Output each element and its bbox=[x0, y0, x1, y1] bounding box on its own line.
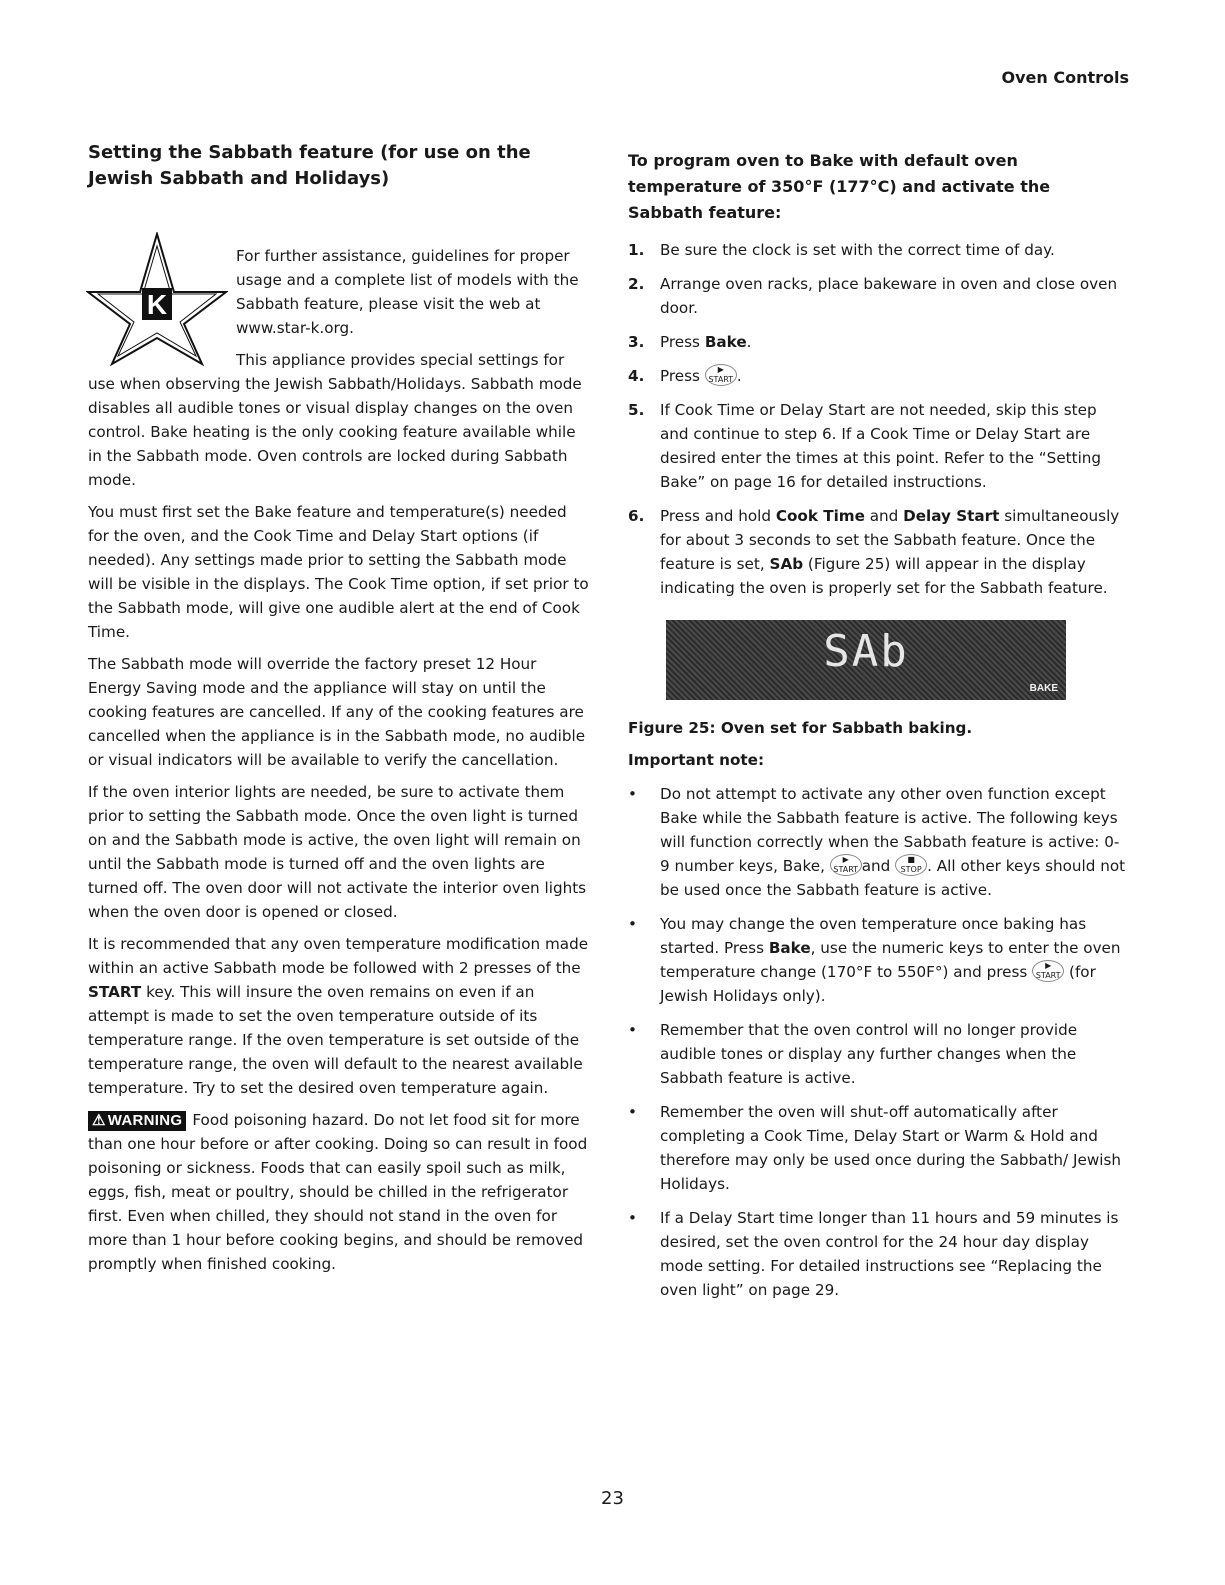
program-instructions-title: To program oven to Bake with default oven temperature of 350°F (177°C) and activate the Sabbath feature: bbox=[628, 151, 1051, 222]
step-item: 4. Press ▶ START . bbox=[628, 364, 742, 385]
assistance-paragraph: For further assistance, guidelines for proper usage and a complete list of models with the Sabbath feature, please visit the web at www.star-k.org. bbox=[236, 247, 579, 337]
step-item: 1. Be sure the clock is set with the correct time of day. bbox=[628, 241, 1055, 259]
stop-key-icon: ■ STOP bbox=[895, 854, 927, 876]
important-note-title: Important note: bbox=[628, 751, 765, 769]
step-item: 3. Press Bake. bbox=[628, 333, 752, 351]
section-title: Setting the Sabbath feature (for use on the Jewish Sabbath and Holidays) bbox=[88, 142, 531, 189]
logo-letter: K bbox=[146, 289, 168, 320]
temperature-modification-paragraph: It is recommended that any oven temperature modification made within an active Sabbath mode be followed with 2 presses of the START key. This will insure the oven remains on even if an attempt is made to set the oven temperature outside of its temperature range. If the oven temperature is set outside of the temperature range, the oven will default to the nearest available temperature. Try to set the desired oven temperature again. bbox=[88, 935, 589, 1097]
sabbath-intro-paragraph: This appliance provides special settings for use when observing the Jewish Sabbath/Holidays. Sabbath mode disables all audible tones or visual display changes on the oven control. Bake heating is the only cooking feature available while in the Sabbath mode. Oven controls are locked during Sabbath mode. bbox=[88, 351, 582, 489]
program-steps bbox=[628, 238, 1128, 600]
step-item: 2. Arrange oven racks, place bakeware in oven and close oven door. bbox=[628, 275, 1118, 317]
warning-badge: ⚠ WARNING bbox=[88, 1111, 186, 1131]
bake-feature-paragraph: You must first set the Bake feature and temperature(s) needed for the oven, and the Cook Time and Delay Start options (if needed). Any settings made prior to setting the Sabbath mode will be visible in the displays. The Cook Time option, if set prior to the Sabbath mode, will give one audible alert at the end of Cook Time. bbox=[88, 503, 589, 641]
start-key-icon: ▶ START bbox=[1032, 960, 1064, 982]
warning-triangle-icon: ⚠ bbox=[92, 1112, 106, 1129]
page-number: 23 bbox=[601, 1488, 624, 1509]
override-paragraph: The Sabbath mode will override the factory preset 12 Hour Energy Saving mode and the appliance will stay on until the cooking features are cancelled. If any of the cooking features are cancelled when the appliance is in the Sabbath mode, no audible or visual indicators will be available to verify the cancellation. bbox=[88, 655, 586, 769]
start-key-icon: ▶ START bbox=[705, 364, 737, 386]
warning-paragraph: ⚠ WARNING Food poisoning hazard. Do not let food sit for more than one hour before or after cooking. Doing so can result in food poisoning or sickness. Foods that can easily spoil such as milk, eggs, fish, meat or poultry, should be chilled in the refrigerator first. Even when chilled, they should not stand in the oven for more than 1 hour before cooking begins, and should be removed promptly when finished cooking. bbox=[88, 1111, 588, 1273]
section-header: Oven Controls bbox=[1001, 68, 1129, 87]
oven-display-figure bbox=[666, 620, 1066, 700]
left-column bbox=[88, 140, 590, 1284]
display-readout: SAb bbox=[823, 626, 909, 677]
note-item: • Remember the oven will shut-off automatically after completing a Cook Time, Delay Start or Warm & Hold and therefore may only be used once during the Sabbath/ Jewish Holidays. bbox=[628, 1103, 1122, 1193]
step-item: 6. Press and hold Cook Time and Delay Start simultaneously for about 3 seconds to set the Sabbath feature. Once the feature is set, SAb (Figure 25) will appear in the display indicating the oven is properly set for the Sabbath feature. bbox=[628, 507, 1120, 597]
display-bake-indicator: BAKE bbox=[1029, 683, 1058, 694]
start-key-icon: ▶ START bbox=[830, 854, 862, 876]
note-item: • If a Delay Start time longer than 11 hours and 59 minutes is desired, set the oven control for the 24 hour day display mode setting. For detailed instructions see “Replacing the oven light” on page 29. bbox=[628, 1209, 1119, 1299]
star-k-icon bbox=[86, 232, 228, 368]
note-item: • You may change the oven temperature once baking has started. Press Bake, use the numeric keys to enter the oven temperature change (170°F to 550F°) and press ▶ START (for Jewish Holidays only). bbox=[628, 915, 1121, 1005]
interior-lights-paragraph: If the oven interior lights are needed, be sure to activate them prior to setting the Sabbath mode. Once the oven light is turned on and the Sabbath mode is active, the oven light will remain on until the Sabbath mode is turned off and the oven lights are turned off. The oven door will not activate the interior oven lights when the oven door is opened or closed. bbox=[88, 783, 587, 921]
star-k-logo bbox=[86, 232, 228, 368]
note-item: • Do not attempt to activate any other oven function except Bake while the Sabbath feature is active. The following keys will function correctly when the Sabbath feature is active: 0-9 number keys, Bake, ▶ START and ■ STOP . All other keys should not be used once the Sabbath feature is active. bbox=[628, 785, 1126, 899]
right-column bbox=[628, 140, 1128, 1312]
important-notes-list bbox=[628, 782, 1128, 1302]
figure-caption: Figure 25: Oven set for Sabbath baking. bbox=[628, 719, 973, 737]
step-item: 5. If Cook Time or Delay Start are not needed, skip this step and continue to step 6. If a Cook Time or Delay Start are desired enter the times at this point. Refer to the “Setting Bake” on page 16 for detailed instructions. bbox=[628, 401, 1102, 491]
note-item: • Remember that the oven control will no longer provide audible tones or display any further changes when the Sabbath feature is active. bbox=[628, 1021, 1078, 1087]
